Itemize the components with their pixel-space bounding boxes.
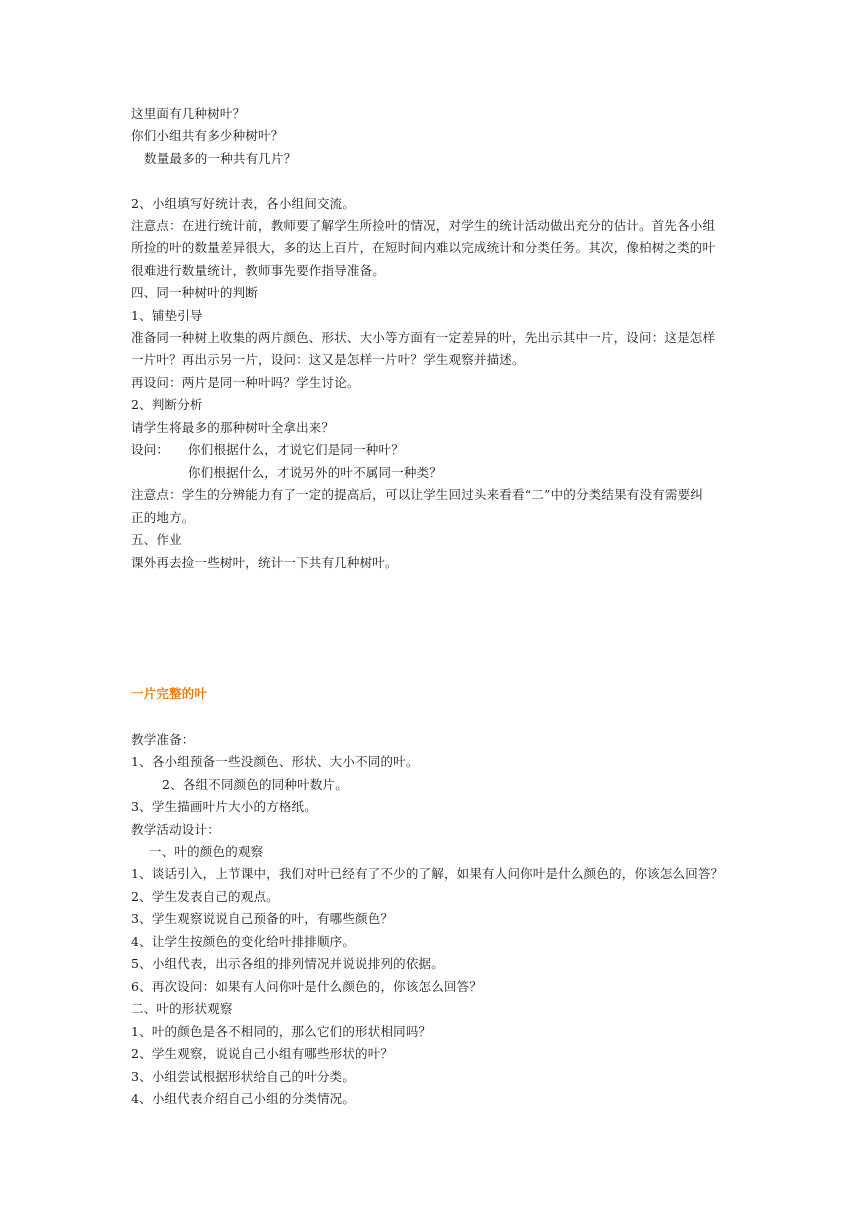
section-heading: 一、叶的颜色的观察 <box>149 844 264 859</box>
paragraph-line: 再设问：两片是同一种叶吗？学生讨论。 <box>131 375 360 390</box>
lesson-title: 一片完整的叶 <box>131 686 208 701</box>
section-heading: 二、叶的形状观察 <box>131 1001 233 1016</box>
question-kinds: 这里面有几种树叶？ <box>131 106 246 121</box>
activity-step: 1、谈话引入，上节课中，我们对叶已经有了不少的了解，如果有人问你叶是什么颜色的，你该怎么回答？ <box>131 866 724 881</box>
activity-step: 4、让学生按颜色的变化给叶排排顺序。 <box>131 934 356 949</box>
question-group-total: 你们小组共有多少种树叶？ <box>131 128 284 143</box>
note-line: 注意点：在进行统计前，教师要了解学生所捡叶的情况，对学生的统计活动做出充分的估计。首先各小组 <box>131 218 716 233</box>
activity-step: 3、学生观察说说自己预备的叶，有哪些颜色？ <box>131 911 394 926</box>
prep-item: 3、学生描画叶片大小的方格纸。 <box>131 799 317 814</box>
prep-item: 1、各小组预备一些没颜色、形状、大小不同的叶。 <box>131 754 419 769</box>
section-heading: 五、作业 <box>131 532 182 547</box>
prep-item: 2、各组不同颜色的同种叶数片。 <box>162 777 348 792</box>
paragraph-line: 准备同一种树上收集的两片颜色、形状、大小等方面有一定差异的叶，先出示其中一片，设问：这是怎样 <box>131 330 716 345</box>
step-fill-table: 2、小组填写好统计表，各小组间交流。 <box>131 196 356 211</box>
activity-step: 1、叶的颜色是各不相同的，那么它们的形状相同吗？ <box>131 1024 432 1039</box>
homework-text: 课外再去捡一些树叶，统计一下共有几种树叶。 <box>131 555 398 570</box>
activity-step: 3、小组尝试根据形状给自己的叶分类。 <box>131 1069 356 1084</box>
activity-step: 2、学生发表自己的观点。 <box>131 889 279 904</box>
ask-question: 你们根据什么，才说另外的叶不属同一种类？ <box>188 465 443 480</box>
note-line: 很难进行数量统计，教师事先要作指导准备。 <box>131 263 386 278</box>
paragraph-line: 请学生将最多的那种树叶全拿出来？ <box>131 420 335 435</box>
ask-label: 设问： <box>131 442 170 457</box>
paragraph-line: 一片叶？再出示另一片，设问：这又是怎样一片叶？学生观察并描述。 <box>131 352 525 367</box>
subsection-heading: 1、铺垫引导 <box>131 308 203 323</box>
activity-step: 2、学生观察，说说自己小组有哪些形状的叶？ <box>131 1046 394 1061</box>
prep-heading: 教学准备： <box>131 732 195 747</box>
question-most-count: 数量最多的一种共有几片？ <box>144 151 297 166</box>
activity-step: 5、小组代表，出示各组的排列情况并说说排列的依据。 <box>131 956 444 971</box>
section-heading: 四、同一种树叶的判断 <box>131 285 259 300</box>
note-line: 注意点：学生的分辨能力有了一定的提高后，可以让学生回过头来看看“二”中的分类结果有没有需要纠 <box>131 487 703 502</box>
activity-step: 4、小组代表介绍自己小组的分类情况。 <box>131 1091 356 1106</box>
design-heading: 教学活动设计： <box>131 822 220 837</box>
ask-question: 你们根据什么，才说它们是同一种叶？ <box>188 442 404 457</box>
subsection-heading: 2、判断分析 <box>131 397 203 412</box>
note-line: 正的地方。 <box>131 510 195 525</box>
activity-step: 6、再次设问：如果有人问你叶是什么颜色的，你该怎么回答？ <box>131 979 483 994</box>
note-line: 所捡的叶的数量差异很大，多的达上百片，在短时间内难以完成统计和分类任务。其次，像柏树之类的叶 <box>131 240 716 255</box>
